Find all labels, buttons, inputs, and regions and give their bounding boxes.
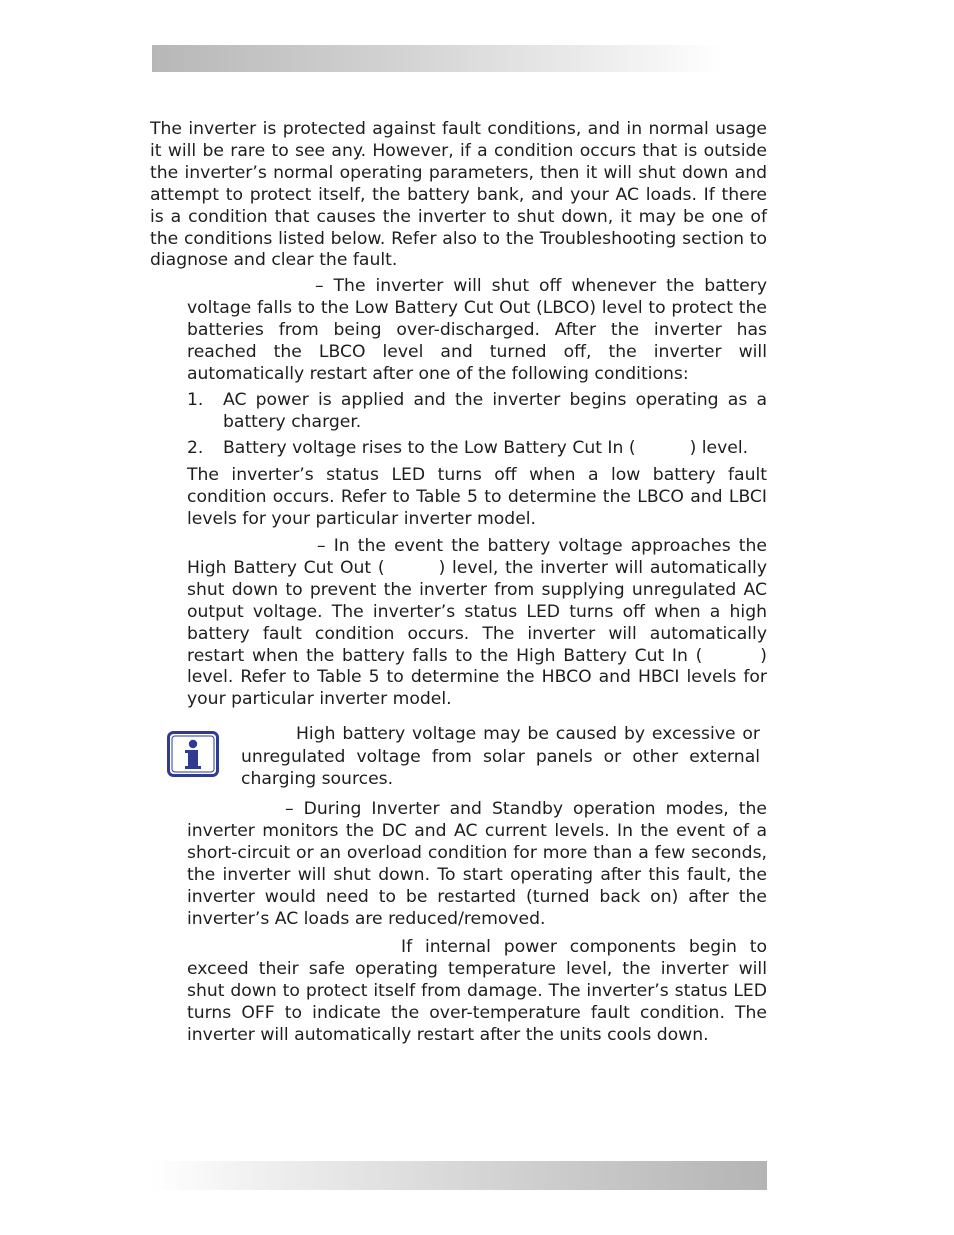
intro-paragraph: The inverter is protected against fault conditions, and in normal usage it will be rare to see any. However, if a condition occurs that is outside the inverter’s normal operating parameters, then it will shut down and attempt to protect itself, the battery bank, and your AC loads. If there is a condition that causes the inverter to shut down, it may be one of the conditions listed below. Refer also to the Troubleshooting section to diagnose and clear the fault.	[150, 119, 767, 271]
low-battery-paragraph	[187, 276, 767, 386]
header-bar	[152, 45, 724, 72]
overload-text: – During Inverter and Standby operation modes, the inverter monitors the DC and AC current levels. In the event of a short-circuit or an overload condition for more than a few seconds, the inverter will shut down. To start operating after this fault, the inverter would need to be restarted (turned back on) after the inverter’s AC loads are reduced/removed.	[187, 799, 767, 929]
high-battery-text-a: – In the event the battery voltage approaches the High Battery Cut Out (	[187, 536, 767, 578]
note-paragraph	[241, 723, 760, 791]
info-icon	[167, 731, 219, 777]
high-battery-text-c: ) level. Refer to Table 5 to determine the HBCO and HBCI levels for your particular inverter model.	[187, 645, 767, 710]
list-number: 1.	[187, 390, 204, 410]
list-text-part-b: ) level.	[689, 438, 749, 458]
list-text-part-a: Battery voltage rises to the Low Battery Cut In (	[223, 438, 636, 458]
overload-paragraph	[187, 799, 767, 930]
list-item	[187, 438, 767, 460]
note-text: High battery voltage may be caused by excessive or unregulated voltage from solar panels or other external charging sources.	[241, 724, 760, 789]
low-battery-text: – The inverter will shut off whenever the battery voltage falls to the Low Battery Cut Out (LBCO) level to protect the batteries from being over-discharged. After the inverter has reached the LBCO level and turned off, the inverter will automatically restart after one of the following conditions:	[187, 276, 767, 384]
high-battery-paragraph	[187, 536, 767, 711]
list-number: 2.	[187, 438, 204, 458]
list-item	[187, 390, 767, 434]
list-text	[223, 438, 767, 460]
footer-bar	[150, 1161, 767, 1190]
list-text: AC power is applied and the inverter begins operating as a battery charger.	[223, 390, 767, 432]
over-temperature-paragraph	[187, 937, 767, 1047]
low-battery-followup: The inverter’s status LED turns off when a low battery fault condition occurs. Refer to Table 5 to determine the LBCO and LBCI levels for your particular inverter model.	[187, 465, 767, 529]
high-battery-text-b: ) level, the inverter will automatically shut down to prevent the inverter from supplying unregulated AC output voltage. The inverter’s status LED turns off when a high battery fault condition occurs. The inverter will automatically restart when the battery falls to the High Battery Cut In (	[187, 557, 767, 666]
over-temperature-text: If internal power components begin to exceed their safe operating temperature level, the inverter will shut down to protect itself from damage. The inverter’s status LED turns OFF to indicate the over-temperature fault condition. The inverter will automatically restart after the units cools down.	[187, 937, 767, 1045]
